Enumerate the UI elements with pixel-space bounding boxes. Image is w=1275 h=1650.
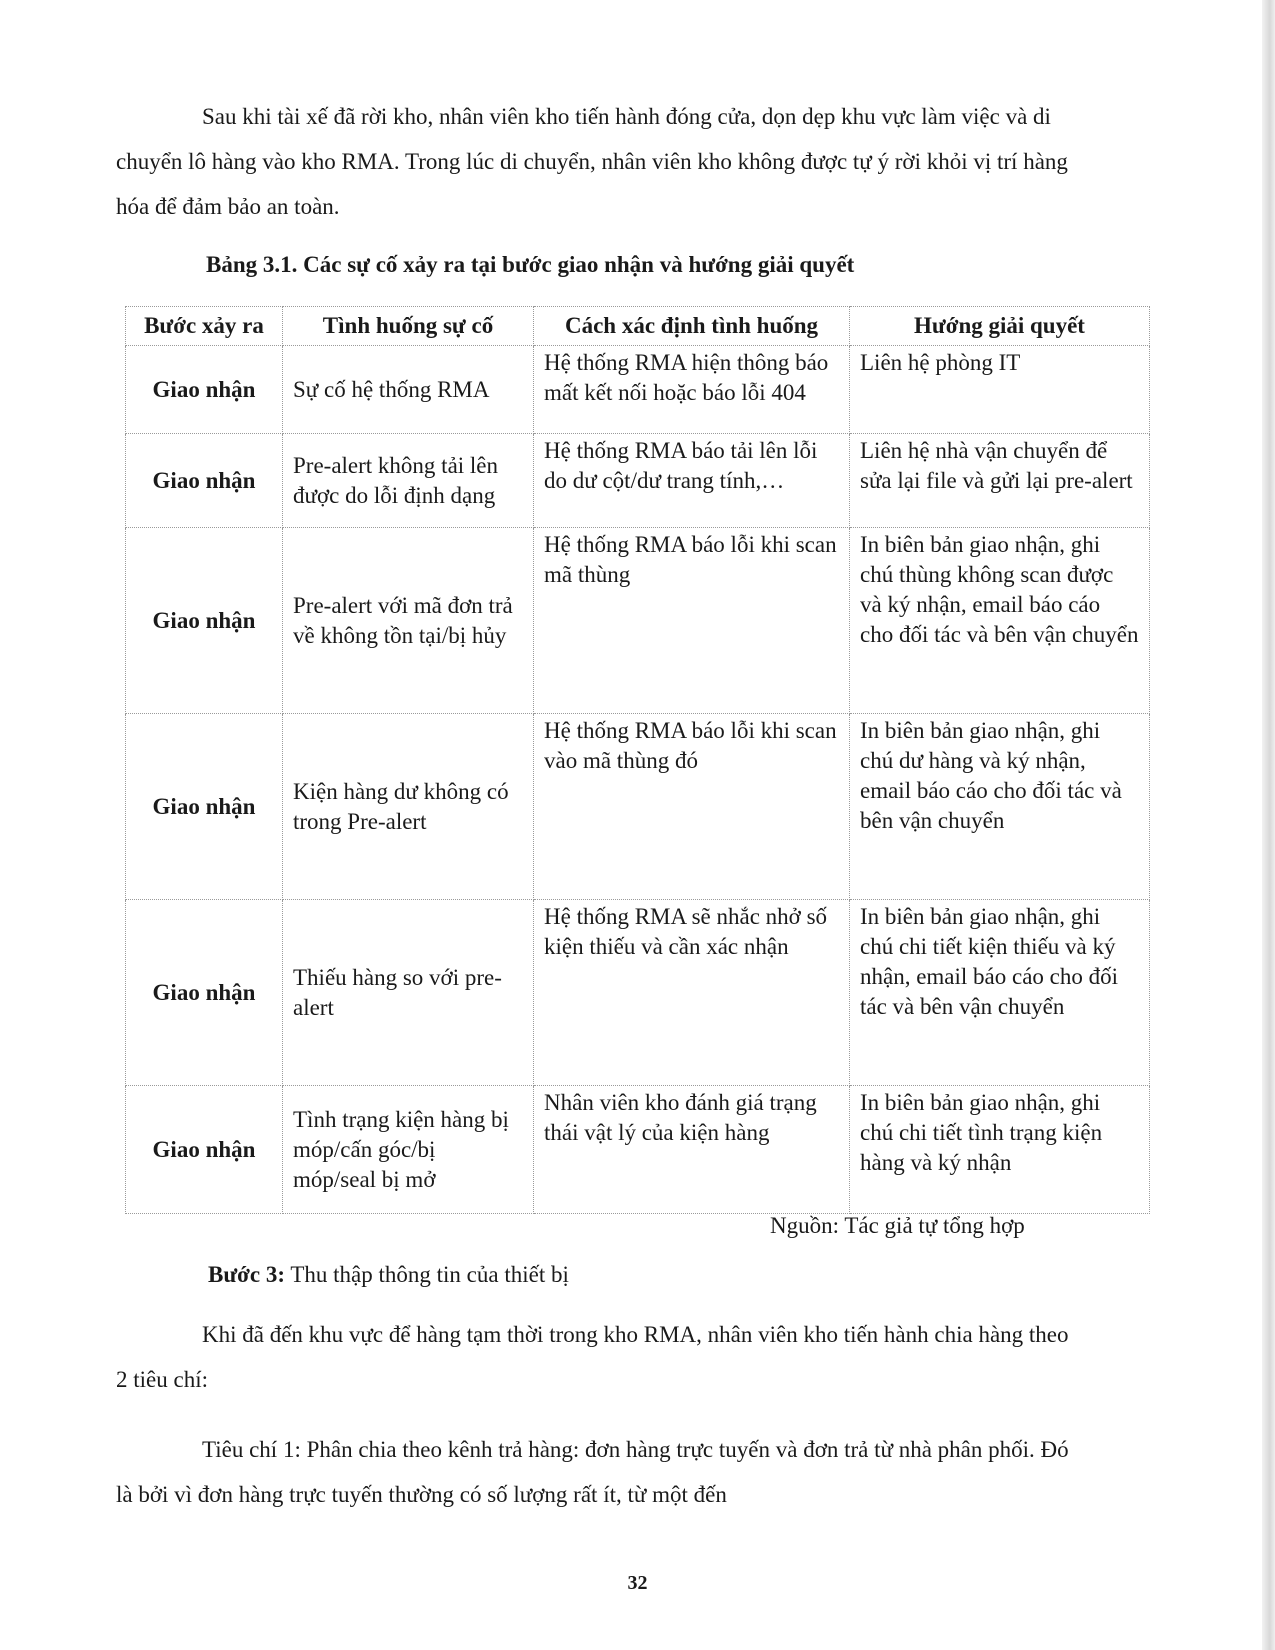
- scan-edge: [1262, 0, 1275, 1650]
- cell-situation: Tình trạng kiện hàng bị móp/cấn góc/bị móp/seal bị mở: [283, 1086, 534, 1214]
- paragraph-criterion-1-text: Tiêu chí 1: Phân chia theo kênh trả hàng: đơn hàng trực tuyến và đơn trả từ nhà phân phối. Đó là bởi vì đơn hàng trực tuyến thường có số lượng rất ít, từ một đến: [116, 1437, 1069, 1507]
- source-note: Nguồn: Tác giả tự tổng hợp: [770, 1213, 1025, 1238]
- column-header-situation: Tình huống sự cố: [283, 307, 534, 346]
- cell-resolution: Liên hệ nhà vận chuyển để sửa lại file và gửi lại pre-alert: [850, 434, 1150, 528]
- step-3-heading: [208, 1262, 569, 1288]
- cell-step: Giao nhận: [126, 528, 283, 714]
- cell-resolution: In biên bản giao nhận, ghi chú thùng không scan được và ký nhận, email báo cáo cho đối tác và bên vận chuyển: [850, 528, 1150, 714]
- table-row: [126, 528, 1150, 714]
- cell-detection: Hệ thống RMA sẽ nhắc nhở số kiện thiếu và cần xác nhận: [534, 900, 850, 1086]
- cell-detection: Hệ thống RMA hiện thông báo mất kết nối hoặc báo lỗi 404: [534, 346, 850, 434]
- table-row: [126, 1086, 1150, 1214]
- incident-table: [125, 306, 1150, 1214]
- step-3-text: Thu thập thông tin của thiết bị: [290, 1262, 569, 1287]
- cell-step: Giao nhận: [126, 900, 283, 1086]
- table-row: [126, 900, 1150, 1086]
- cell-step: Giao nhận: [126, 714, 283, 900]
- paragraph-sorting: [116, 1312, 1076, 1402]
- table-header-row: [126, 307, 1150, 346]
- cell-step: Giao nhận: [126, 346, 283, 434]
- paragraph-intro: [116, 94, 1076, 229]
- table-row: [126, 346, 1150, 434]
- paragraph-criterion-1: [116, 1427, 1076, 1517]
- paragraph-intro-text: Sau khi tài xế đã rời kho, nhân viên kho tiến hành đóng cửa, dọn dẹp khu vực làm việc và di chuyển lô hàng vào kho RMA. Trong lúc di chuyển, nhân viên kho không được tự ý rời khỏi vị trí hàng hóa để đảm bảo an toàn.: [116, 104, 1068, 219]
- cell-detection: Hệ thống RMA báo tải lên lỗi do dư cột/dư trang tính,…: [534, 434, 850, 528]
- table-caption: Bảng 3.1. Các sự cố xảy ra tại bước giao nhận và hướng giải quyết: [206, 252, 855, 277]
- cell-resolution: In biên bản giao nhận, ghi chú dư hàng và ký nhận, email báo cáo cho đối tác và bên vận chuyển: [850, 714, 1150, 900]
- column-header-resolution: Hướng giải quyết: [850, 307, 1150, 346]
- cell-resolution: Liên hệ phòng IT: [850, 346, 1150, 434]
- cell-step: Giao nhận: [126, 434, 283, 528]
- cell-detection: Hệ thống RMA báo lỗi khi scan mã thùng: [534, 528, 850, 714]
- cell-situation: Pre-alert không tải lên được do lỗi định dạng: [283, 434, 534, 528]
- paragraph-sorting-text: Khi đã đến khu vực để hàng tạm thời trong kho RMA, nhân viên kho tiến hành chia hàng theo 2 tiêu chí:: [116, 1322, 1069, 1392]
- table-row: [126, 434, 1150, 528]
- page-number: 32: [627, 1572, 648, 1594]
- step-3-label: Bước 3:: [208, 1262, 285, 1287]
- cell-detection: Hệ thống RMA báo lỗi khi scan vào mã thùng đó: [534, 714, 850, 900]
- column-header-detection: Cách xác định tình huống: [534, 307, 850, 346]
- cell-resolution: In biên bản giao nhận, ghi chú chi tiết kiện thiếu và ký nhận, email báo cáo cho đối tác và bên vận chuyển: [850, 900, 1150, 1086]
- cell-situation: Kiện hàng dư không có trong Pre-alert: [283, 714, 534, 900]
- cell-resolution: In biên bản giao nhận, ghi chú chi tiết tình trạng kiện hàng và ký nhận: [850, 1086, 1150, 1214]
- cell-step: Giao nhận: [126, 1086, 283, 1214]
- cell-situation: Pre-alert với mã đơn trả về không tồn tại/bị hủy: [283, 528, 534, 714]
- cell-detection: Nhân viên kho đánh giá trạng thái vật lý của kiện hàng: [534, 1086, 850, 1214]
- cell-situation: Sự cố hệ thống RMA: [283, 346, 534, 434]
- table-row: [126, 714, 1150, 900]
- column-header-step: Bước xảy ra: [126, 307, 283, 346]
- cell-situation: Thiếu hàng so với pre-alert: [283, 900, 534, 1086]
